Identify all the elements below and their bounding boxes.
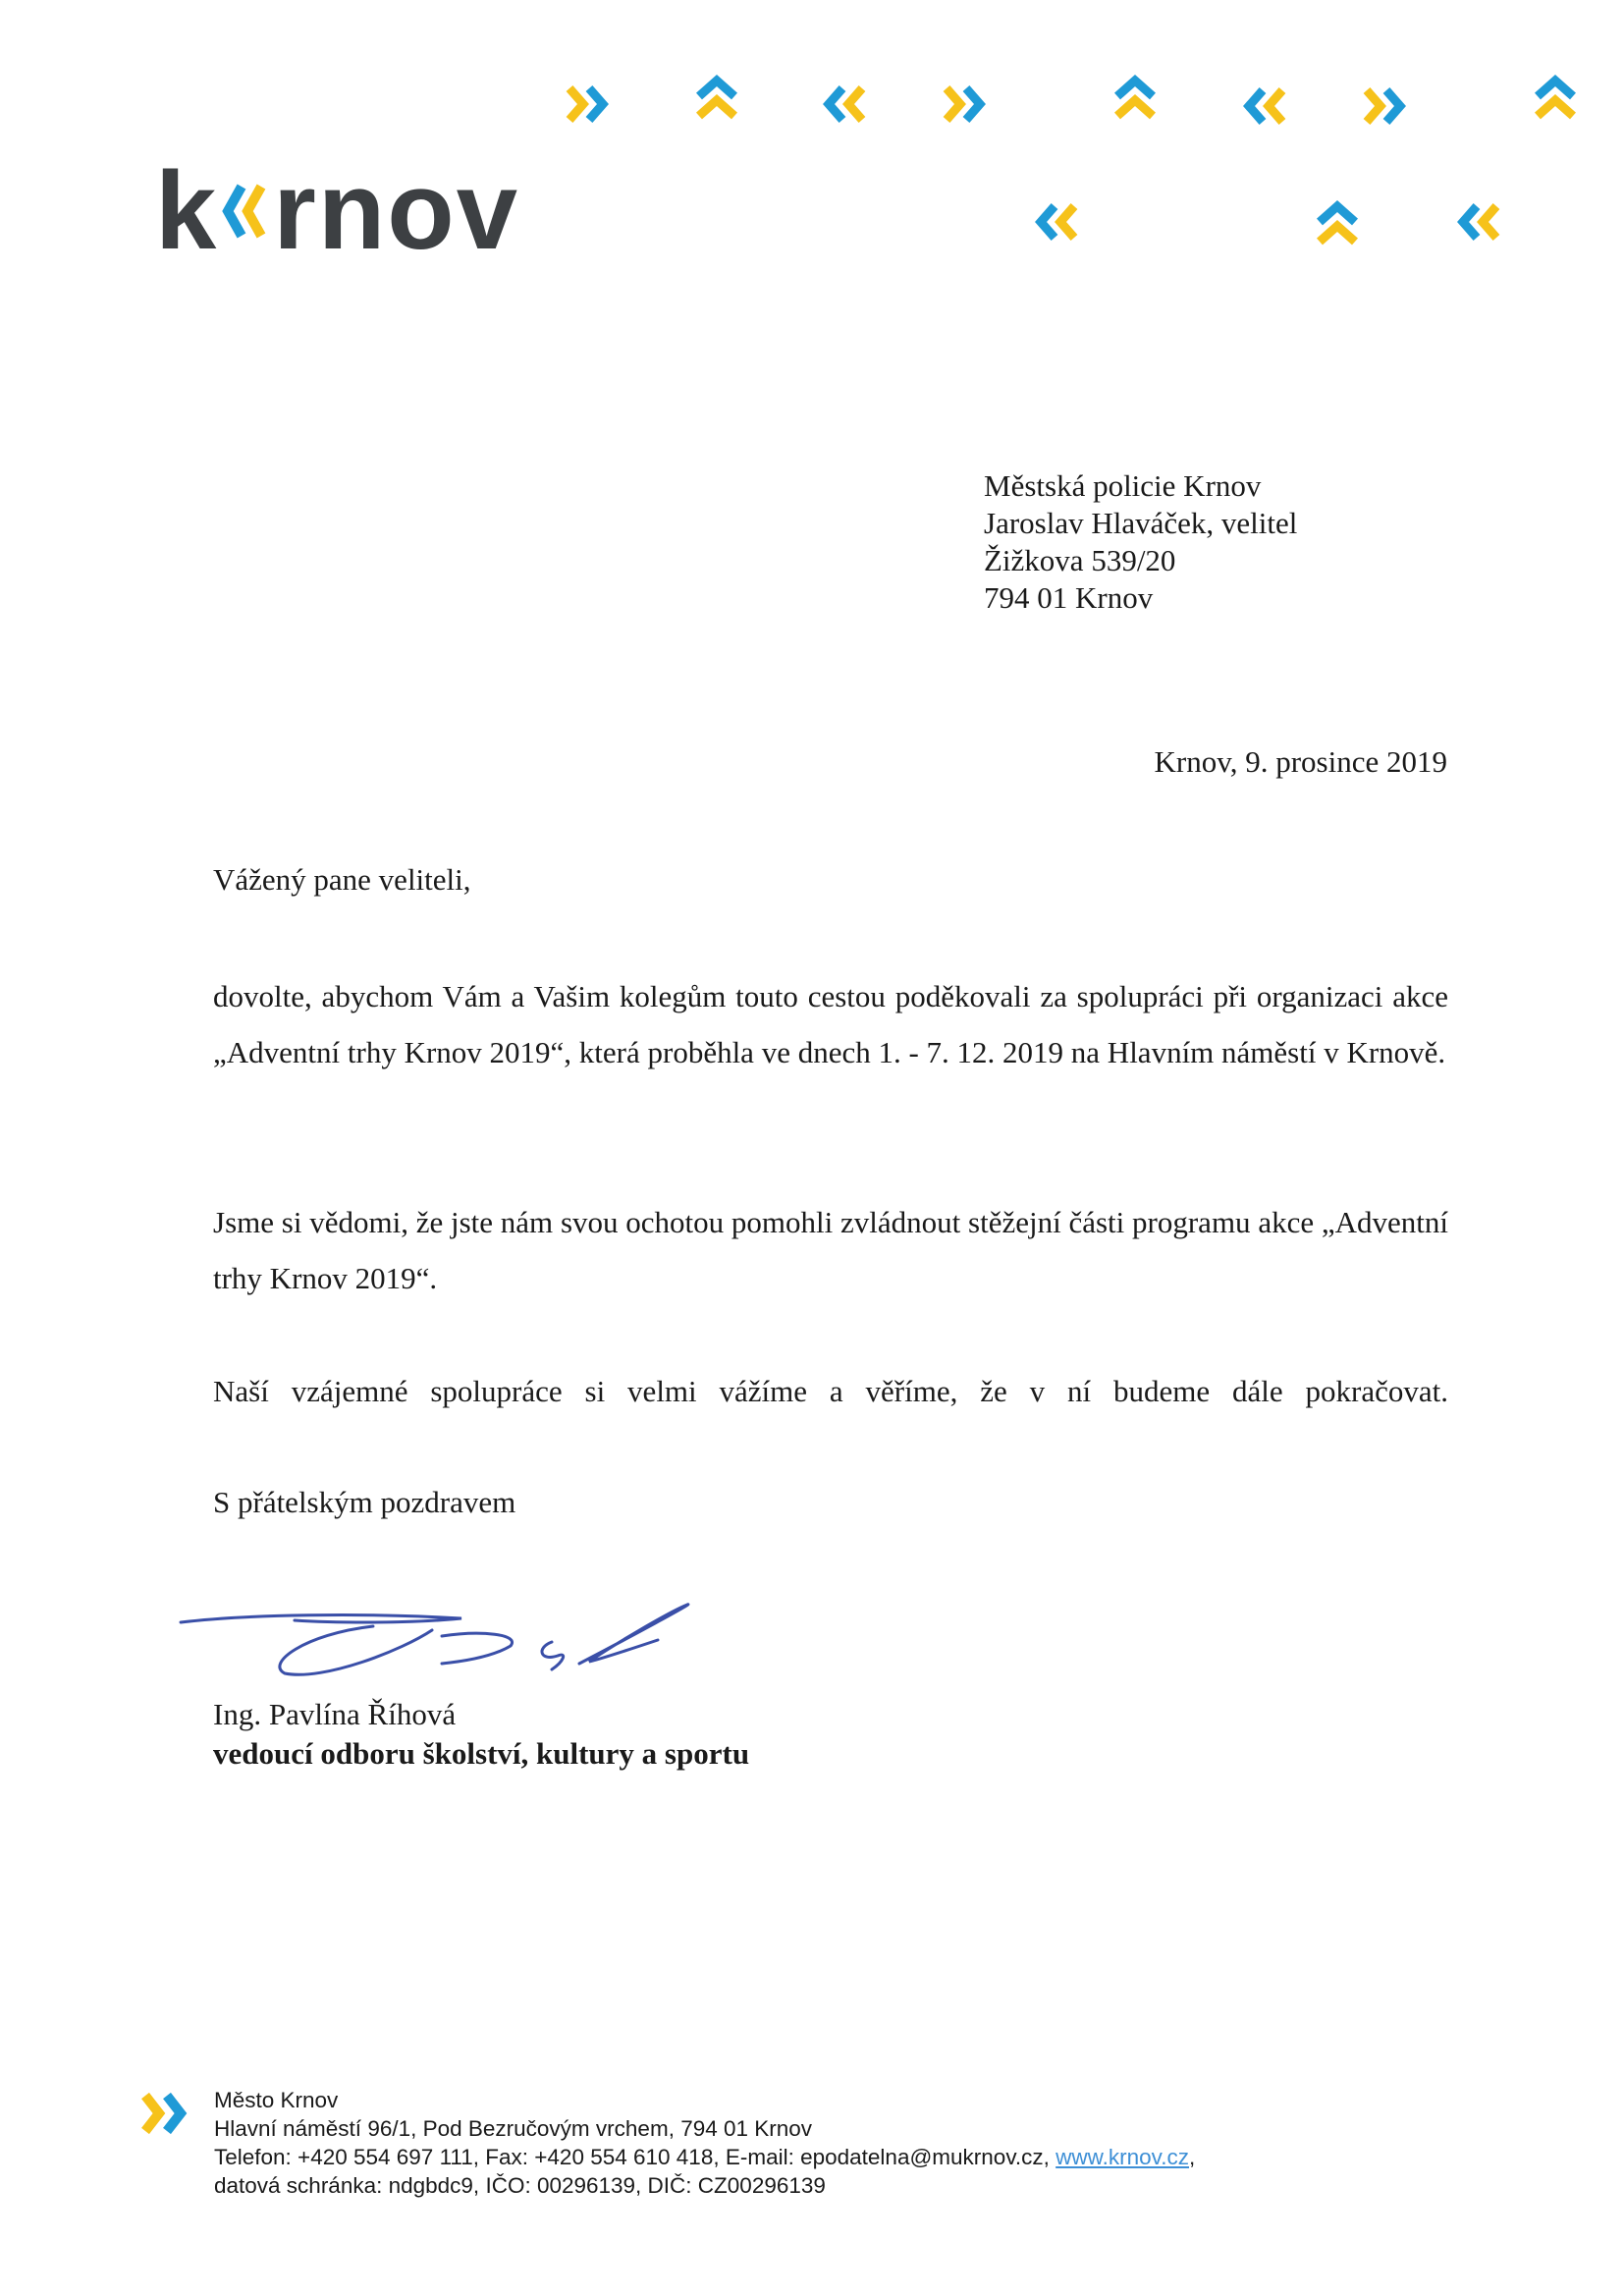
chevron-left-icon [1235, 79, 1290, 134]
chevron-up-icon [1108, 71, 1163, 126]
chevron-left-icon [1027, 194, 1082, 249]
recipient-line: Jaroslav Hlaváček, velitel [984, 506, 1298, 540]
logo-letter-k: k [155, 149, 219, 272]
chevron-right-icon [939, 77, 994, 132]
recipient-line: Městská policie Krnov [984, 468, 1262, 503]
krnov-logo [155, 149, 519, 272]
chevron-left-icon [1449, 194, 1504, 249]
footer-contacts [214, 2143, 1195, 2171]
body-paragraph: Jsme si vědomi, že jste nám svou ochotou pomohli zvládnout stěžejní části programu akce „Adventní trhy Krnov 2019“. [213, 1205, 1448, 1295]
chevron-left-icon [815, 77, 870, 132]
logo-letters-rnov: rnov [273, 149, 519, 272]
recipient-address [984, 467, 1297, 617]
letter-date: Krnov, 9. prosince 2019 [1154, 744, 1447, 779]
footer-comma: , [1189, 2145, 1196, 2169]
chevron-right-icon [562, 77, 617, 132]
signer-name: Ing. Pavlína Říhová [213, 1697, 457, 1731]
closing-phrase: S přátelským pozdravem [213, 1485, 516, 1519]
salutation: Vážený pane veliteli, [213, 862, 471, 897]
chevron-up-icon [1528, 71, 1583, 126]
footer-phone-email: Telefon: +420 554 697 111, Fax: +420 554 610 418, E-mail: epodatelna@mukrnov.cz, [214, 2145, 1056, 2169]
recipient-line: Žižkova 539/20 [984, 543, 1176, 577]
body-paragraph: Naší vzájemné spolupráce si velmi vážíme a věříme, že v ní budeme dále pokračovat. [213, 1374, 1448, 1408]
signer-block [213, 1695, 749, 1774]
footer-contact [214, 2086, 1195, 2200]
chevron-right-icon [1359, 79, 1414, 134]
website-link[interactable]: www.krnov.cz [1056, 2145, 1190, 2169]
footer-registry: datová schránka: ndgbdc9, IČO: 00296139, DIČ: CZ00296139 [214, 2173, 826, 2198]
handwritten-signature [167, 1591, 717, 1689]
footer-address: Hlavní náměstí 96/1, Pod Bezručovým vrchem, 794 01 Krnov [214, 2116, 813, 2141]
signer-title: vedoucí odboru školství, kultury a sportu [213, 1736, 750, 1771]
recipient-line: 794 01 Krnov [984, 580, 1154, 615]
body-paragraph: dovolte, abychom Vám a Vašim kolegům touto cestou poděkovali za spolupráci při organizaci akce „Adventní trhy Krnov 2019“, která proběhla ve dnech 1. - 7. 12. 2019 na Hlavním náměstí v Krnově. [213, 979, 1448, 1069]
chevron-up-icon [1310, 196, 1365, 251]
chevron-up-icon [689, 71, 744, 126]
logo-chevron-icon [220, 173, 271, 249]
footer-chevron-icon [139, 2090, 198, 2137]
footer-organization: Město Krnov [214, 2088, 339, 2112]
